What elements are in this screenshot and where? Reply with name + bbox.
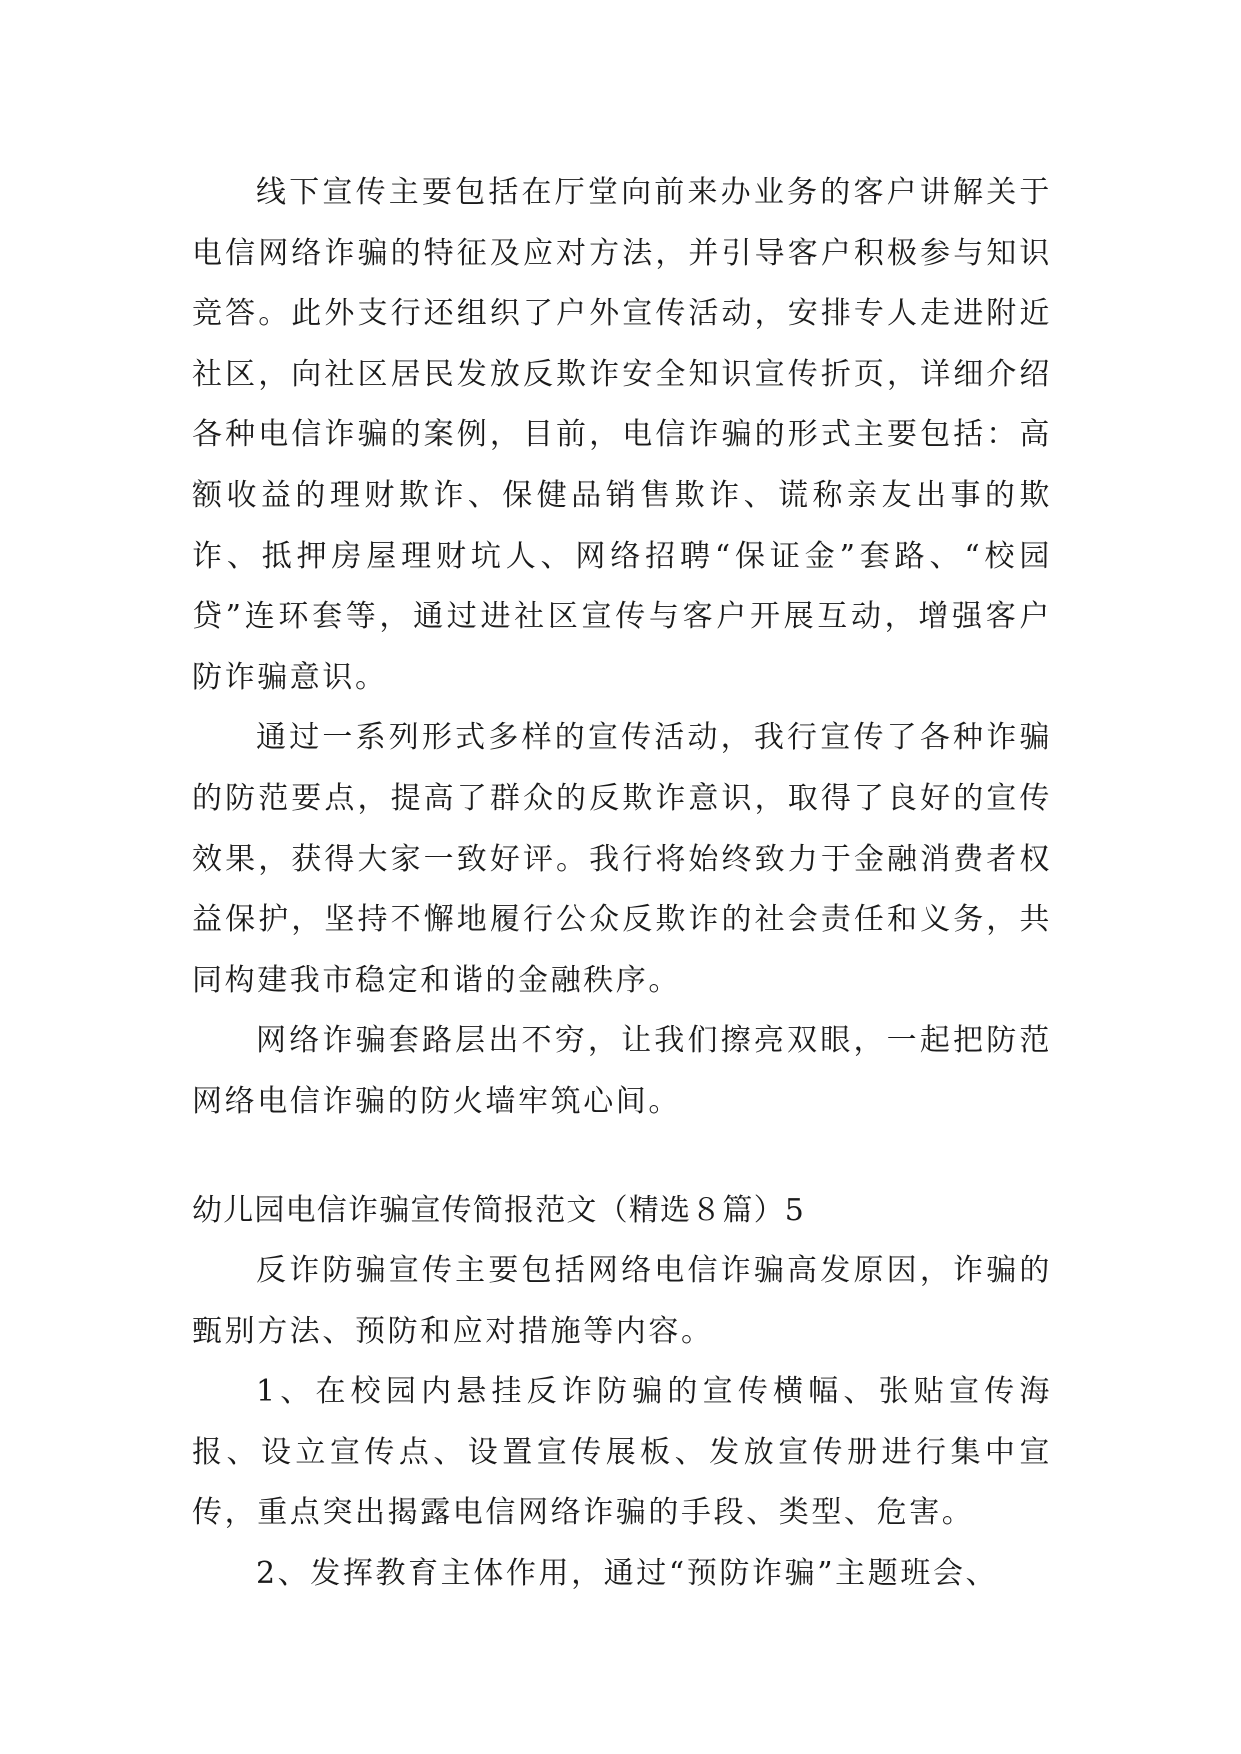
paragraph-section-intro: 反诈防骗宣传主要包括网络电信诈骗高发原因，诈骗的甄别方法、预防和应对措施等内容。	[192, 1253, 1052, 1349]
paragraph-closing-appeal: 网络诈骗套路层出不穷，让我们擦亮双眼，一起把防范网络电信诈骗的防火墙牢筑心间。	[192, 1023, 1052, 1119]
paragraph-item-2: 2、发挥教育主体作用，通过“预防诈骗”主题班会、	[256, 1556, 999, 1592]
section-heading: 幼儿园电信诈骗宣传简报范文（精选８篇）5	[192, 1192, 806, 1228]
paragraph-campaign-results: 通过一系列形式多样的宣传活动，我行宣传了各种诈骗的防范要点，提高了群众的反欺诈意识，取得了良好的宣传效果，获得大家一致好评。我行将始终致力于金融消费者权益保护，坚持不懈地履行公众反欺诈的社会责任和义务，共同构建我市稳定和谐的金融秩序。	[192, 720, 1052, 998]
paragraph-offline-promotion: 线下宣传主要包括在厅堂向前来办业务的客户讲解关于电信网络诈骗的特征及应对方法，并引导客户积极参与知识竞答。此外支行还组织了户外宣传活动，安排专人走进附近社区，向社区居民发放反欺诈安全知识宣传折页，详细介绍各种电信诈骗的案例，目前，电信诈骗的形式主要包括：高额收益的理财欺诈、保健品销售欺诈、谎称亲友出事的欺诈、抵押房屋理财坑人、网络招聘“保证金”套路、“校园贷”连环套等，通过进社区宣传与客户开展互动，增强客户防诈骗意识。	[192, 175, 1052, 695]
paragraph-item-1: 1、在校园内悬挂反诈防骗的宣传横幅、张贴宣传海报、设立宣传点、设置宣传展板、发放宣传册进行集中宣传，重点突出揭露电信网络诈骗的手段、类型、危害。	[192, 1374, 1052, 1531]
document-body	[192, 163, 1052, 1605]
